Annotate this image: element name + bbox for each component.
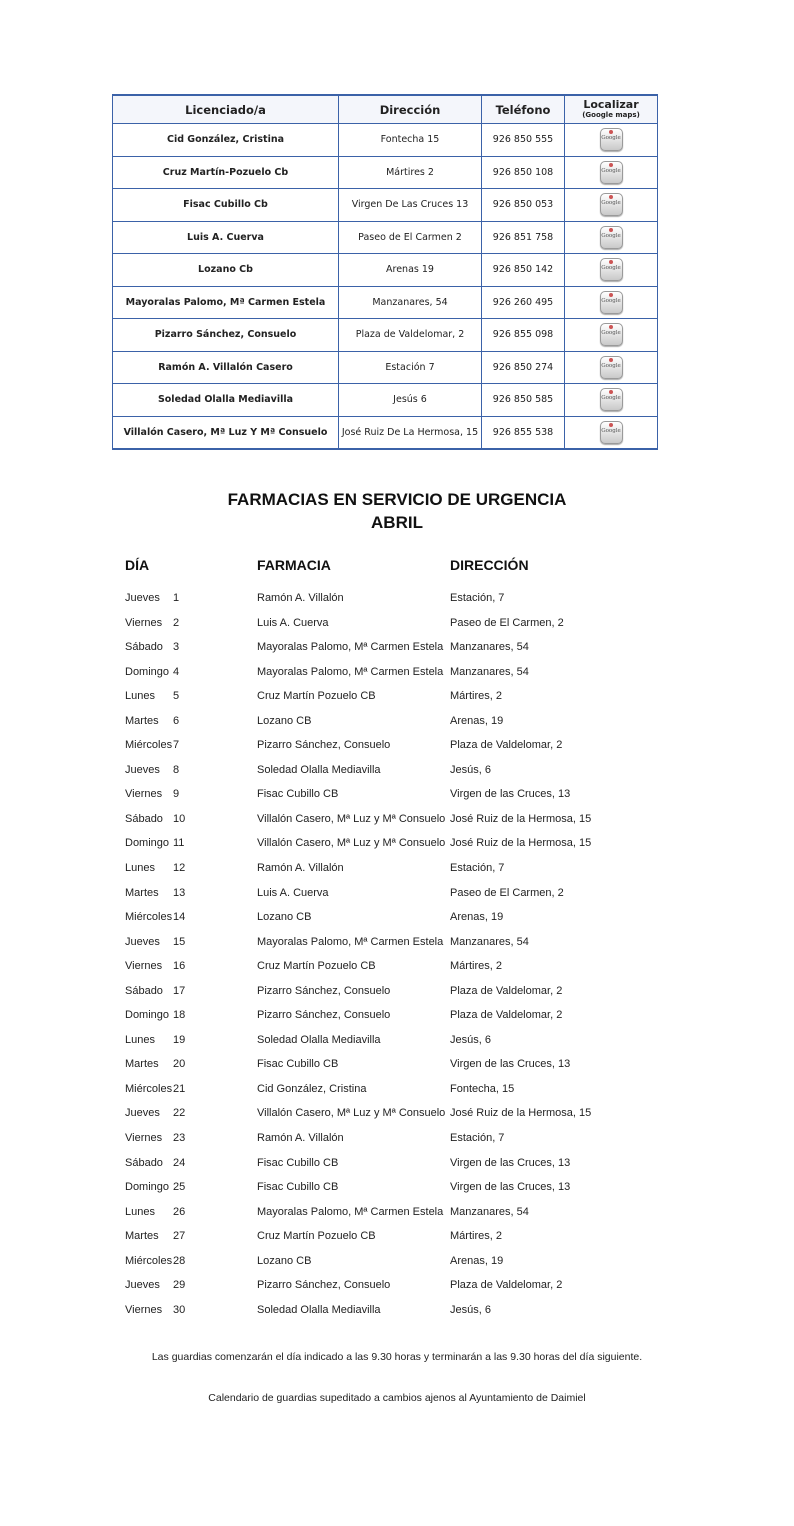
table-row	[113, 189, 658, 222]
schedule-day-number: 29	[173, 1279, 186, 1292]
schedule-day: Jueves	[125, 1279, 160, 1292]
table-row	[113, 124, 658, 157]
google-maps-icon[interactable]	[600, 388, 623, 411]
schedule-day: Sábado	[125, 1156, 163, 1169]
google-maps-icon[interactable]	[600, 128, 623, 151]
pharmacist-name: Cruz Martín-Pozuelo Cb	[113, 156, 339, 189]
schedule-row	[0, 858, 794, 883]
schedule-row	[0, 1275, 794, 1300]
locate-cell	[565, 416, 658, 449]
schedule-address: José Ruiz de la Hermosa, 15	[450, 837, 592, 850]
schedule-day-number: 5	[173, 690, 180, 703]
schedule-day-number: 16	[173, 960, 186, 973]
schedule-day: Viernes	[125, 960, 163, 973]
schedule-address: Virgen de las Cruces, 13	[450, 1058, 571, 1071]
google-maps-icon[interactable]	[600, 193, 623, 216]
header-name: Licenciado/a	[113, 95, 339, 124]
schedule-day-number: 24	[173, 1156, 186, 1169]
schedule-day-number: 22	[173, 1107, 186, 1120]
locate-cell	[565, 124, 658, 157]
pharmacy-phone: 926 855 538	[482, 416, 565, 449]
schedule-day-number: 2	[173, 616, 180, 629]
header-locate-sublabel: (Google maps)	[582, 110, 640, 119]
pharmacy-phone: 926 260 495	[482, 286, 565, 319]
schedule-row	[0, 833, 794, 858]
google-maps-icon[interactable]	[600, 226, 623, 249]
schedule-pharmacy: Lozano CB	[257, 1254, 312, 1267]
schedule-pharmacy: Mayoralas Palomo, Mª Carmen Estela	[257, 935, 444, 948]
schedule-day: Lunes	[125, 862, 155, 875]
schedule-day-number: 9	[173, 788, 180, 801]
header-phone: Teléfono	[482, 95, 565, 124]
schedule-address: Virgen de las Cruces, 13	[450, 788, 571, 801]
schedule-header-day: DÍA	[125, 557, 150, 573]
schedule-address: Arenas, 19	[450, 714, 504, 727]
table-row	[113, 221, 658, 254]
schedule-address: Virgen de las Cruces, 13	[450, 1156, 571, 1169]
table-row	[113, 286, 658, 319]
schedule-address: Mártires, 2	[450, 690, 502, 703]
schedule-day: Sábado	[125, 812, 163, 825]
schedule-day-number: 30	[173, 1303, 186, 1316]
google-maps-icon-label: Google	[601, 297, 621, 304]
schedule-pharmacy: Villalón Casero, Mª Luz y Mª Consuelo	[257, 837, 446, 850]
header-address: Dirección	[339, 95, 482, 124]
google-maps-icon[interactable]	[600, 161, 623, 184]
schedule-pharmacy: Fisac Cubillo CB	[257, 1156, 339, 1169]
schedule-address: Plaza de Valdelomar, 2	[450, 1009, 563, 1022]
schedule-row	[0, 907, 794, 932]
schedule-header-address: DIRECCIÓN	[450, 557, 529, 573]
google-maps-icon[interactable]	[600, 323, 623, 346]
pharmacy-table	[112, 94, 658, 450]
pharmacy-address: Plaza de Valdelomar, 2	[339, 319, 482, 352]
schedule-address: Manzanares, 54	[450, 935, 529, 948]
schedule-address: Plaza de Valdelomar, 2	[450, 984, 563, 997]
schedule-day-number: 26	[173, 1205, 186, 1218]
pharmacist-name: Pizarro Sánchez, Consuelo	[113, 319, 339, 352]
disclaimer-note: Calendario de guardias supeditado a cambios ajenos al Ayuntamiento de Daimiel	[208, 1392, 586, 1404]
google-maps-icon-label: Google	[601, 265, 621, 272]
schedule-row	[0, 1153, 794, 1178]
schedule-day: Miércoles	[125, 739, 173, 752]
schedule-day-number: 18	[173, 1009, 186, 1022]
schedule-day-number: 12	[173, 862, 186, 875]
schedule-day: Lunes	[125, 1033, 155, 1046]
schedule-row	[0, 1103, 794, 1128]
pharmacist-name: Lozano Cb	[113, 254, 339, 287]
schedule-address: José Ruiz de la Hermosa, 15	[450, 1107, 592, 1120]
pharmacy-address: Jesús 6	[339, 384, 482, 417]
schedule-pharmacy: Soledad Olalla Mediavilla	[257, 1303, 381, 1316]
schedule-pharmacy: Mayoralas Palomo, Mª Carmen Estela	[257, 641, 444, 654]
schedule-row	[0, 637, 794, 662]
schedule-day-number: 17	[173, 984, 186, 997]
schedule-day: Jueves	[125, 1107, 160, 1120]
schedule-address: Arenas, 19	[450, 1254, 504, 1267]
schedule-address: José Ruiz de la Hermosa, 15	[450, 812, 592, 825]
schedule-day-number: 27	[173, 1230, 186, 1243]
schedule-row	[0, 1054, 794, 1079]
schedule-address: Paseo de El Carmen, 2	[450, 616, 564, 629]
schedule-day-number: 25	[173, 1181, 186, 1194]
schedule-address: Virgen de las Cruces, 13	[450, 1181, 571, 1194]
schedule-header-pharmacy: FARMACIA	[257, 557, 331, 573]
schedule-pharmacy: Cruz Martín Pozuelo CB	[257, 960, 376, 973]
schedule-row	[0, 956, 794, 981]
schedule-address: Estación, 7	[450, 592, 505, 604]
schedule-pharmacy: Cruz Martín Pozuelo CB	[257, 690, 376, 703]
schedule-address: Mártires, 2	[450, 1230, 502, 1243]
google-maps-icon[interactable]	[600, 291, 623, 314]
schedule-row	[0, 883, 794, 908]
pharmacy-phone: 926 850 585	[482, 384, 565, 417]
schedule-pharmacy: Ramón A. Villalón	[257, 592, 344, 604]
pharmacy-address: Manzanares, 54	[339, 286, 482, 319]
google-maps-icon[interactable]	[600, 356, 623, 379]
schedule-day: Miércoles	[125, 911, 173, 924]
schedule-day: Jueves	[125, 935, 160, 948]
schedule-address: Jesús, 6	[450, 1303, 491, 1316]
pharmacy-phone: 926 851 758	[482, 221, 565, 254]
pharmacy-address: Arenas 19	[339, 254, 482, 287]
locate-cell	[565, 319, 658, 352]
google-maps-icon-label: Google	[601, 330, 621, 337]
pharmacy-address: Fontecha 15	[339, 124, 482, 157]
schedule-row	[0, 1202, 794, 1227]
locate-cell	[565, 351, 658, 384]
locate-cell	[565, 156, 658, 189]
pharmacy-address: Estación 7	[339, 351, 482, 384]
schedule-day: Sábado	[125, 641, 163, 654]
pharmacist-name: Soledad Olalla Mediavilla	[113, 384, 339, 417]
schedule-day: Viernes	[125, 1132, 163, 1145]
schedule-day-number: 23	[173, 1132, 186, 1145]
schedule-row	[0, 711, 794, 736]
pharmacist-name: Ramón A. Villalón Casero	[113, 351, 339, 384]
schedule-pharmacy: Fisac Cubillo CB	[257, 1058, 339, 1071]
schedule-pharmacy: Mayoralas Palomo, Mª Carmen Estela	[257, 1205, 444, 1218]
schedule-address: Plaza de Valdelomar, 2	[450, 1279, 563, 1292]
schedule-day-number: 19	[173, 1033, 186, 1046]
schedule-pharmacy: Fisac Cubillo CB	[257, 788, 339, 801]
schedule-pharmacy: Soledad Olalla Mediavilla	[257, 1033, 381, 1046]
pharmacy-address: Paseo de El Carmen 2	[339, 221, 482, 254]
schedule-row	[0, 1226, 794, 1251]
schedule-day: Martes	[125, 886, 159, 899]
title-line-1: FARMACIAS EN SERVICIO DE URGENCIA	[227, 490, 567, 509]
schedule-day: Miércoles	[125, 1082, 173, 1095]
table-header-row	[113, 95, 658, 124]
schedule-day-number: 20	[173, 1058, 186, 1071]
schedule-pharmacy: Villalón Casero, Mª Luz y Mª Consuelo	[257, 812, 446, 825]
schedule-day: Lunes	[125, 1205, 155, 1218]
pharmacy-phone: 926 855 098	[482, 319, 565, 352]
schedule-day: Jueves	[125, 592, 160, 604]
schedule-list	[0, 588, 794, 1324]
google-maps-icon-label: Google	[601, 427, 621, 434]
pharmacy-address: Mártires 2	[339, 156, 482, 189]
schedule-address: Estación, 7	[450, 862, 505, 875]
schedule-row	[0, 981, 794, 1006]
table-row	[113, 351, 658, 384]
header-locate-label: Localizar	[583, 97, 639, 111]
google-maps-icon-label: Google	[601, 362, 621, 369]
pharmacist-name: Mayoralas Palomo, Mª Carmen Estela	[113, 286, 339, 319]
schedule-row	[0, 1128, 794, 1153]
schedule-day-number: 6	[173, 714, 180, 727]
schedule-pharmacy: Ramón A. Villalón	[257, 1132, 344, 1145]
pharmacy-phone: 926 850 274	[482, 351, 565, 384]
schedule-row	[0, 662, 794, 687]
schedule-row	[0, 1079, 794, 1104]
schedule-row	[0, 735, 794, 760]
schedule-day-number: 10	[173, 812, 186, 825]
schedule-pharmacy: Pizarro Sánchez, Consuelo	[257, 984, 391, 997]
header-locate	[565, 95, 658, 124]
schedule-day-number: 15	[173, 935, 186, 948]
schedule-day-number: 1	[173, 592, 180, 604]
schedule-pharmacy: Luis A. Cuerva	[257, 886, 329, 899]
locate-cell	[565, 254, 658, 287]
schedule-day-number: 28	[173, 1254, 186, 1267]
google-maps-icon-label: Google	[601, 395, 621, 402]
google-maps-icon[interactable]	[600, 258, 623, 281]
schedule-address: Manzanares, 54	[450, 641, 529, 654]
locate-cell	[565, 384, 658, 417]
google-maps-icon-label: Google	[601, 135, 621, 142]
schedule-address: Fontecha, 15	[450, 1082, 515, 1095]
locate-cell	[565, 189, 658, 222]
google-maps-icon-label: Google	[601, 232, 621, 239]
schedule-pharmacy: Cid González, Cristina	[257, 1082, 367, 1095]
schedule-row	[0, 613, 794, 638]
google-maps-icon[interactable]	[600, 421, 623, 444]
schedule-day: Viernes	[125, 1303, 163, 1316]
schedule-day: Viernes	[125, 616, 163, 629]
schedule-pharmacy: Fisac Cubillo CB	[257, 1181, 339, 1194]
locate-cell	[565, 221, 658, 254]
pharmacy-address: Virgen De Las Cruces 13	[339, 189, 482, 222]
table-row	[113, 384, 658, 417]
schedule-pharmacy: Pizarro Sánchez, Consuelo	[257, 1279, 391, 1292]
pharmacy-phone: 926 850 555	[482, 124, 565, 157]
schedule-day: Martes	[125, 714, 159, 727]
pharmacist-name: Luis A. Cuerva	[113, 221, 339, 254]
schedule-address: Mártires, 2	[450, 960, 502, 973]
pharmacy-phone: 926 850 142	[482, 254, 565, 287]
pharmacy-phone: 926 850 053	[482, 189, 565, 222]
schedule-row	[0, 760, 794, 785]
schedule-pharmacy: Pizarro Sánchez, Consuelo	[257, 739, 391, 752]
pharmacy-address: José Ruiz De La Hermosa, 15	[339, 416, 482, 449]
schedule-day-number: 7	[173, 739, 180, 752]
schedule-day: Martes	[125, 1058, 159, 1071]
table-row	[113, 416, 658, 449]
table-row	[113, 156, 658, 189]
schedule-row	[0, 1251, 794, 1276]
schedule-row	[0, 1030, 794, 1055]
schedule-row	[0, 1300, 794, 1325]
schedule-day: Domingo	[125, 1181, 170, 1194]
schedule-row	[0, 932, 794, 957]
schedule-address: Estación, 7	[450, 1132, 505, 1145]
google-maps-icon-label: Google	[601, 200, 621, 207]
schedule-row	[0, 588, 794, 613]
schedule-day-number: 3	[173, 641, 180, 654]
schedule-address: Arenas, 19	[450, 911, 504, 924]
schedule-row	[0, 686, 794, 711]
schedule-day-number: 4	[173, 665, 180, 678]
schedule-row	[0, 784, 794, 809]
schedule-pharmacy: Mayoralas Palomo, Mª Carmen Estela	[257, 665, 444, 678]
schedule-pharmacy: Ramón A. Villalón	[257, 862, 344, 875]
pharmacist-name: Cid González, Cristina	[113, 124, 339, 157]
schedule-address: Manzanares, 54	[450, 1205, 529, 1218]
schedule-address: Jesús, 6	[450, 1033, 491, 1046]
google-maps-icon-label: Google	[601, 167, 621, 174]
schedule-day: Lunes	[125, 690, 155, 703]
schedule-pharmacy: Cruz Martín Pozuelo CB	[257, 1230, 376, 1243]
schedule-row	[0, 1177, 794, 1202]
schedule-address: Plaza de Valdelomar, 2	[450, 739, 563, 752]
schedule-day: Sábado	[125, 984, 163, 997]
pharmacist-name: Villalón Casero, Mª Luz Y Mª Consuelo	[113, 416, 339, 449]
pharmacy-phone: 926 850 108	[482, 156, 565, 189]
schedule-pharmacy: Soledad Olalla Mediavilla	[257, 763, 381, 776]
table-row	[113, 319, 658, 352]
schedule-day: Domingo	[125, 665, 170, 678]
schedule-pharmacy: Pizarro Sánchez, Consuelo	[257, 1009, 391, 1022]
schedule-pharmacy: Lozano CB	[257, 911, 312, 924]
schedule-row	[0, 809, 794, 834]
hours-note: Las guardias comenzarán el día indicado a las 9.30 horas y terminarán a las 9.30 horas del día siguiente.	[151, 1351, 643, 1363]
page-title	[0, 488, 794, 534]
schedule-day: Martes	[125, 1230, 159, 1243]
title-line-2: ABRIL	[371, 513, 423, 532]
schedule-day-number: 11	[173, 837, 185, 850]
schedule-pharmacy: Villalón Casero, Mª Luz y Mª Consuelo	[257, 1107, 446, 1120]
locate-cell	[565, 286, 658, 319]
pharmacist-name: Fisac Cubillo Cb	[113, 189, 339, 222]
schedule-pharmacy: Luis A. Cuerva	[257, 616, 329, 629]
schedule-address: Paseo de El Carmen, 2	[450, 886, 564, 899]
schedule-day: Jueves	[125, 763, 160, 776]
schedule-address: Jesús, 6	[450, 763, 491, 776]
schedule-day: Domingo	[125, 1009, 170, 1022]
schedule-day: Miércoles	[125, 1254, 173, 1267]
schedule-pharmacy: Lozano CB	[257, 714, 312, 727]
schedule-day-number: 14	[173, 911, 186, 924]
schedule-address: Manzanares, 54	[450, 665, 529, 678]
schedule-row	[0, 1005, 794, 1030]
table-row	[113, 254, 658, 287]
schedule-day: Viernes	[125, 788, 163, 801]
schedule-day-number: 8	[173, 763, 180, 776]
schedule-day-number: 21	[173, 1082, 186, 1095]
schedule-day-number: 13	[173, 886, 186, 899]
schedule-day: Domingo	[125, 837, 170, 850]
